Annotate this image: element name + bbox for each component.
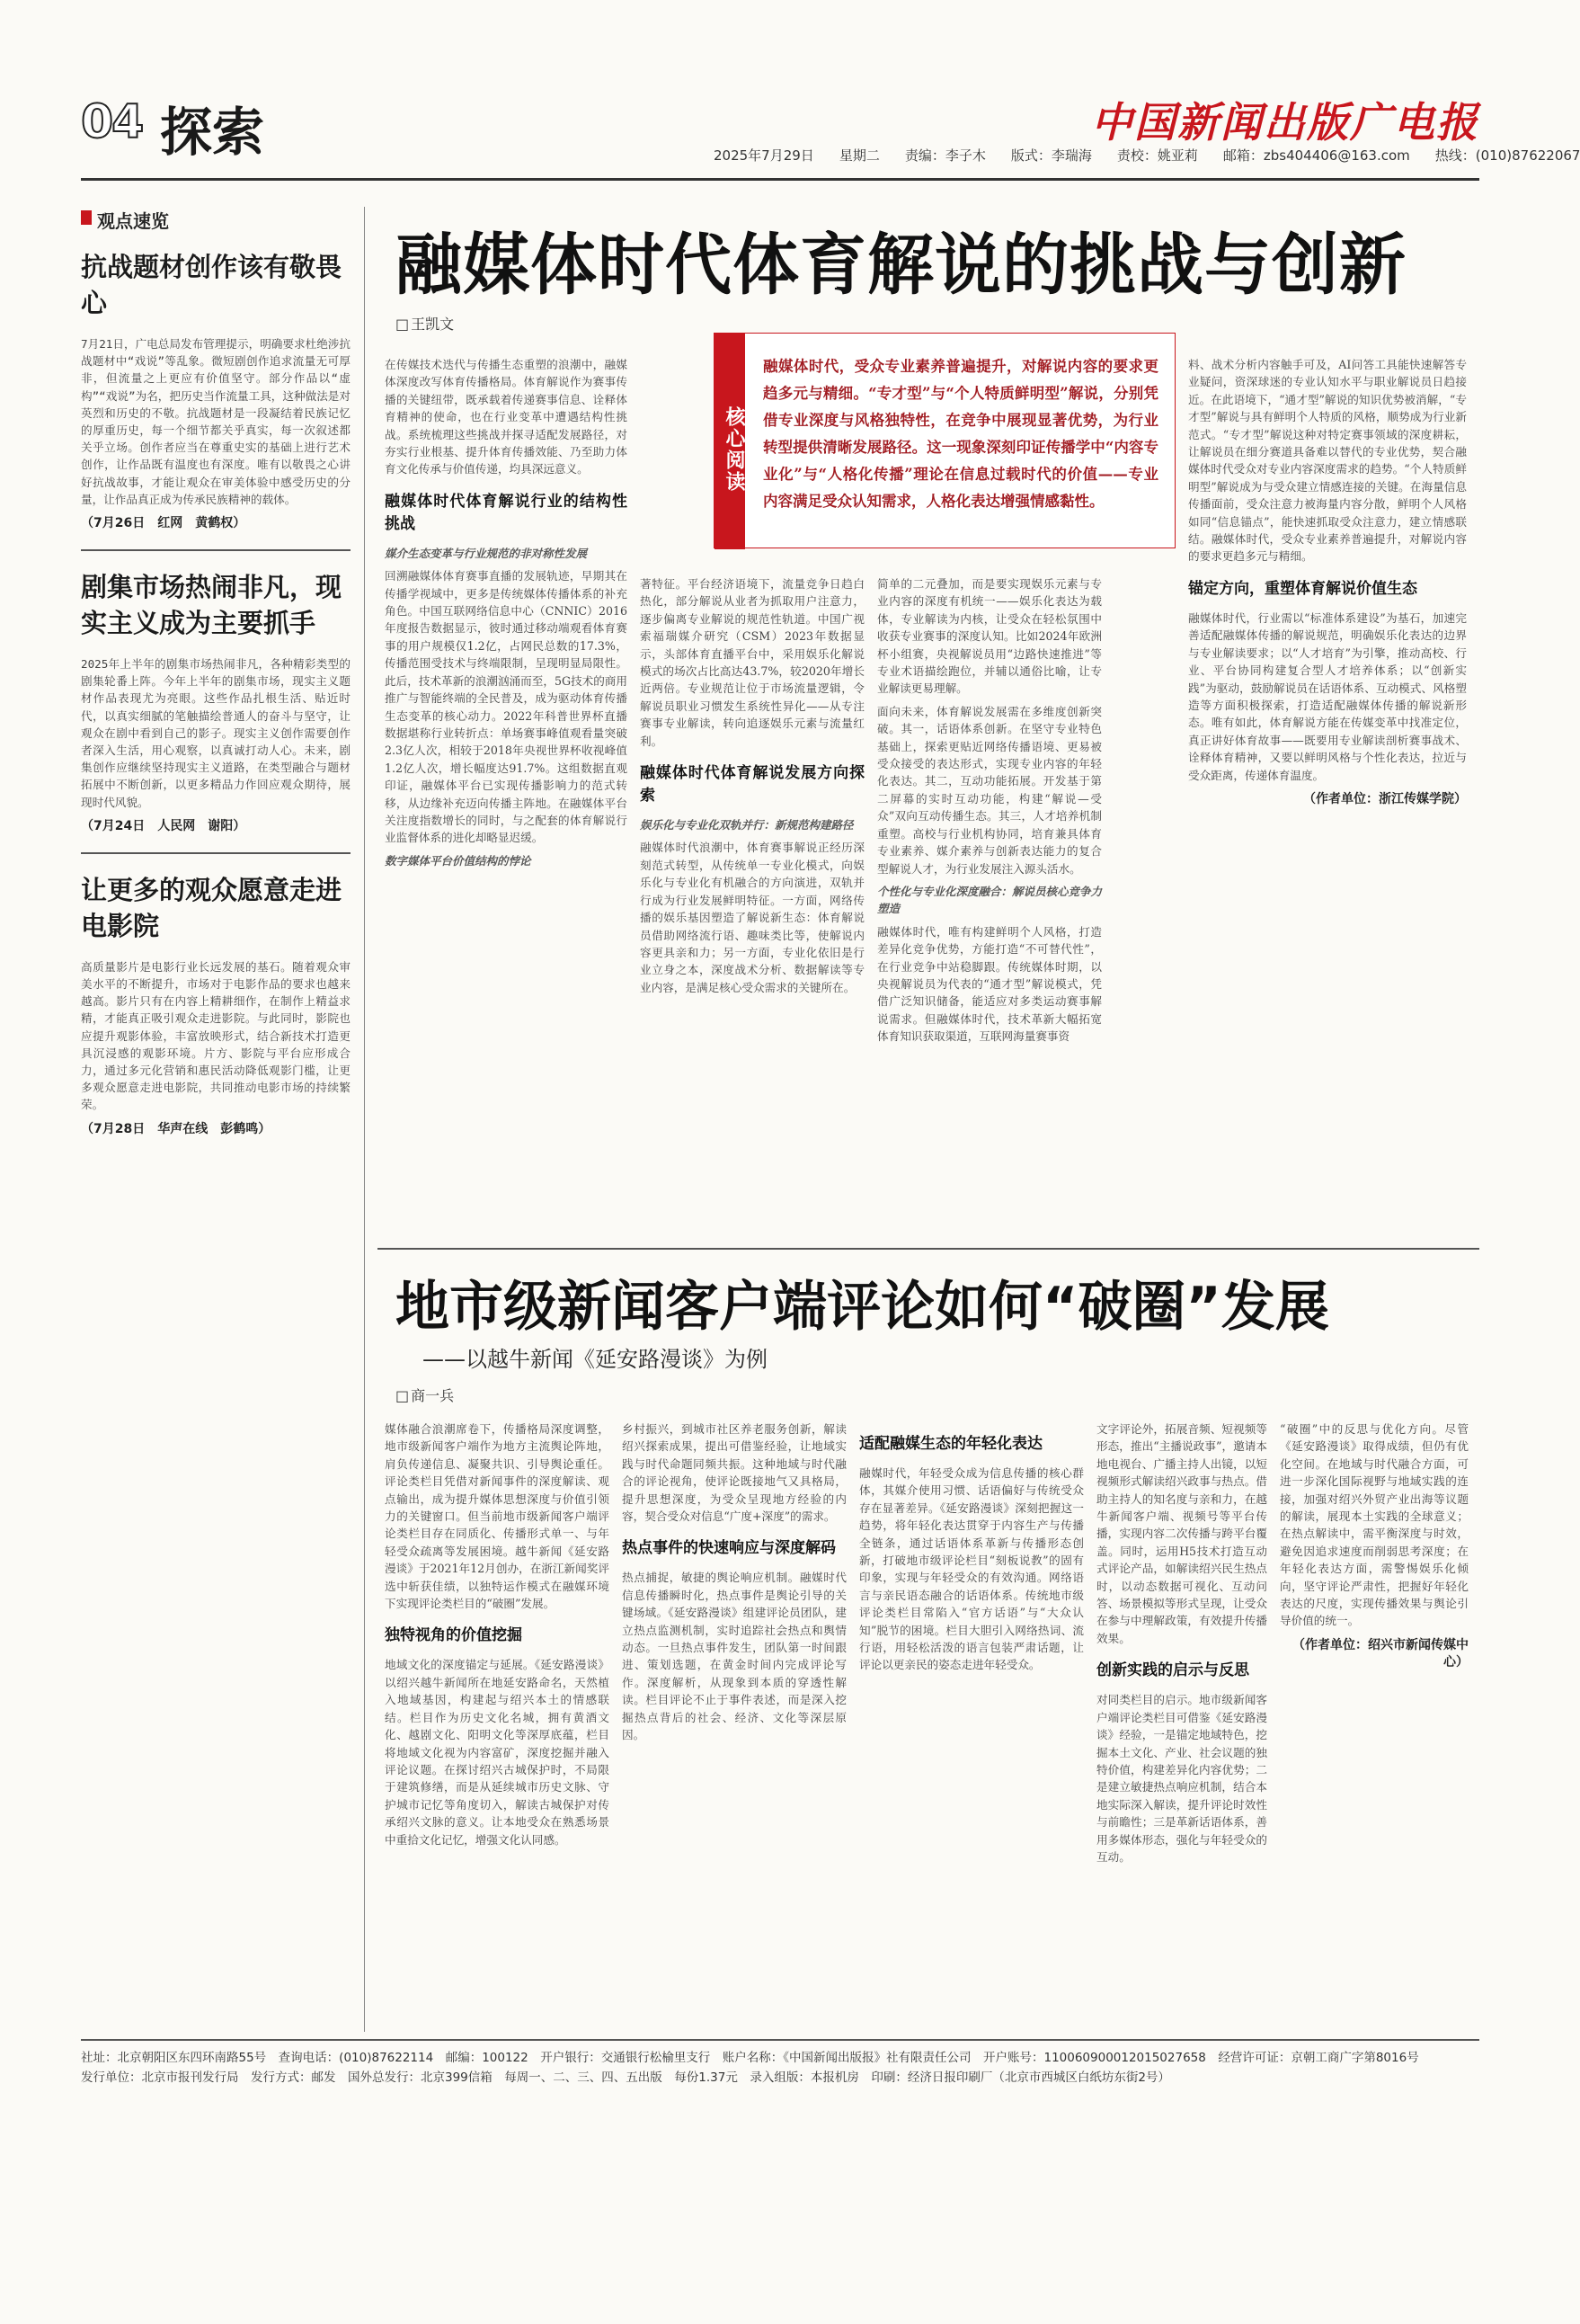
core-reading-tag: 核心阅读 [715, 334, 745, 549]
paragraph: 对同类栏目的启示。地市级新闻客户端评论类栏目可借鉴《延安路漫谈》经验，一是锚定地域特色，挖掘本土文化、产业、社会议题的独特价值，构建差异化内容优势；二是建立敏捷热点响应机制，结合本地实际深入解读，提升评论时效性与前瞻性；三是革新话语体系，善用多媒体形态，强化与年轻受众的互动。 [1096, 1693, 1267, 1864]
article2-headline: 地市级新闻客户端评论如何“破圈”发展 [395, 1276, 1329, 1339]
subheading: 创新实践的启示与反思 [1096, 1661, 1249, 1680]
article-divider [377, 1248, 1479, 1250]
sidebar-item-title: 剧集市场热闹非凡，现实主义成为主要抓手 [81, 572, 342, 639]
paragraph: 热点捕捉，敏捷的舆论响应机制。融媒时代信息传播瞬时化，热点事件是舆论引导的关键场域。《延安路漫谈》组建评论员团队，建立热点监测机制，实时追踪社会热点和舆情动态。一旦热点事件发生，团队第一时间跟进、策划选题，在黄金时间内完成评论写作。深度解析，从现象到本质的穿透性解读。栏目评论不止于事件表述，而是深入挖掘热点背后的社会、经济、文化等深层原因。 [622, 1571, 847, 1742]
paper-name-logo: 中国新闻出版广电报 [1091, 98, 1479, 147]
section-deck: 个性化与专业化深度融合：解说员核心竞争力塑造 [877, 884, 1103, 916]
subheading: 适配融媒生态的年轻化表达 [859, 1435, 1043, 1453]
paragraph: 融媒时代，年轻受众成为信息传播的核心群体，其媒介使用习惯、话语偏好与传统受众存在显著差异。《延安路漫谈》深刻把握这一趋势，将年轻化表达贯穿于内容生产与传播全链条，通过话语体系革新与传播形态创新，打破地市级评论栏目“刻板说教”的固有印象，实现与年轻受众的有效沟通。网络语言与亲民语态融合的话语体系。传统地市级评论类栏目常陷入“官方话语”与“大众认知”脱节的困境。栏目大胆引入网络热词、流行语，用轻松活泼的语言包装严肃话题，让评论以更亲民的姿态走进年轻受众。 [859, 1466, 1084, 1672]
sidebar-item-source: （7月28日 华声在线 彭鹤鸣） [81, 1121, 271, 1136]
info-bar [701, 146, 1580, 165]
paragraph: 地域文化的深度锚定与延展。《延安路漫谈》以绍兴越牛新闻所在地延安路命名，天然植入地域基因，构建起与绍兴本土的情感联结。栏目作为历史文化名城，拥有黄酒文化、越剧文化、阳明文化等深厚底蕴，栏目将地域文化视为内容富矿，深度挖掘并融入评论议题。在探讨绍兴古城保护时，不局限于建筑修缮，而是从延续城市历史文脉、守护城市记忆等角度切入，解读古城保护对传承绍兴文脉的意义。让本地受众在熟悉场景中重拾文化记忆，增强文化认同感。 [385, 1658, 609, 1847]
article2-column-3 [859, 1420, 1084, 1679]
imprint-line: 社址：北京朝阳区东四环南路55号 查询电话：(010)87622114 邮编：100122 开户银行：交通银行松榆里支行 账户名称：《中国新闻出版报》社有限责任公司 开户账号：110060900012015027658 经营许可证：京朝工商广字第8016号 [81, 2051, 1419, 2065]
author-affiliation: （作者单位：浙江传媒学院） [1303, 791, 1467, 806]
subheading: 独特视角的价值挖掘 [385, 1626, 522, 1645]
email-contact: 邮箱：zbs404406@163.com [1222, 147, 1410, 164]
paragraph: “破圈”中的反思与优化方向。尽管《延安路漫谈》取得成绩，但仍有优化空间。在地域与时代融合方面，可进一步深化国际视野与地域实践的连接，加强对绍兴外贸产业出海等议题的解读，展现本土实践的全球意义；在热点解读中，需平衡深度与时效，避免因追求速度而削弱思考深度；在年轻化表达方面，需警惕娱乐化倾向，坚守评论严肃性，把握好年轻化表达的尺度，实现传播效果与舆论引导价值的统一。 [1280, 1422, 1469, 1628]
article1-byline: □ 王凯文 [395, 313, 454, 334]
article1-headline: 融媒体时代体育解说的挑战与创新 [395, 227, 1407, 304]
section-name: 探索 [160, 102, 265, 163]
paragraph: 文字评论外，拓展音频、短视频等形态，推出“主播说政事”，邀请本地电视台、广播主持人出镜，以短视频形式解读绍兴政事与热点。借助主持人的知名度与亲和力，在越牛新闻客户端、视频号等平台传播，实现内容二次传播与跨平台覆盖。同时，运用H5技术打造互动式评论产品，如解读绍兴民生热点时，以动态数据可视化、互动问答、场景模拟等形式呈现，让受众在参与中理解政策，有效提升传播效果。 [1096, 1422, 1267, 1645]
article2-column-4 [1096, 1420, 1267, 1871]
paragraph: 料、战术分析内容触手可及，AI问答工具能快速解答专业疑问，资深球迷的专业认知水平与职业解说员日趋接近。在此语境下，“通才型”解说的知识优势被消解，“专才型”解说与具有鲜明个人特质的风格，顺势成为行业新范式。“专才型”解说这种对特定赛事领域的深度耕耘，让解说员在细分赛道具备难以替代的专业优势，契合融媒体时代受众对专业内容深度需求的趋势。“个人特质鲜明型”解说成为与受众建立情感连接的关键。在海量信息传播面前，受众注意力被海量内容分散，鲜明个人风格如同“信息锚点”，能快速抓取受众注意力，建立情感联结。融媒体时代，受众专业素养普遍提升，对解说内容的要求更趋多元与精细。 [1188, 358, 1467, 564]
paragraph: 简单的二元叠加，而是要实现娱乐元素与专业内容的深度有机统一——娱乐化表达为载体，专业解读为内核，让受众在轻松氛围中收获专业赛事的深度认知。比如2024年欧洲杯小组赛，央视解说员用“边路快速推进”等专业术语描绘跑位，并辅以通俗比喻，让专业解读更易理解。 [877, 577, 1102, 696]
imprint-footer [81, 2039, 1479, 2095]
layout-credit: 版式：李瑞海 [1010, 147, 1092, 164]
proof-credit: 责校：姚亚莉 [1116, 147, 1198, 164]
issue-weekday: 星期二 [839, 147, 880, 164]
masthead-rule [81, 178, 1479, 181]
issue-date: 2025年7月29日 [714, 147, 814, 164]
page-number: 04 [81, 95, 143, 149]
paragraph: 乡村振兴，到城市社区养老服务创新，解读绍兴探索成果，提出可借鉴经验，让地域实践与时代命题同频共振。这种地域与时代融合的评论视角，使评论既接地气又具格局，提升思想深度，为受众呈现地方经验的内容，契合受众对信息“广度+深度”的需求。 [622, 1422, 847, 1524]
sidebar-item-source: （7月26日 红网 黄鹤权） [81, 516, 246, 531]
hotline-contact: 热线：(010)87622067 [1434, 147, 1580, 164]
article2-column-2 [622, 1420, 847, 1750]
paragraph: 融媒体时代浪潮中，体育赛事解说正经历深刻范式转型，从传统单一专业化模式，向娱乐化与专业化有机融合的方向演进，双轨并行成为行业发展鲜明特征。一方面，网络传播的娱乐基因塑造了解说新生态：体育解说员借助网络流行语、趣味类比等，使解说内容更具亲和力；另一方面，专业化依旧是行业立身之本，深度战术分析、数据解读等专业内容，是满足核心受众需求的关键所在。 [640, 841, 865, 994]
section-deck: 数字媒体平台价值结构的悖论 [385, 853, 531, 868]
divider [81, 549, 351, 551]
article2-column-5 [1280, 1420, 1469, 1672]
subheading: 热点事件的快速响应与深度解码 [622, 1539, 836, 1558]
subheading: 融媒体时代体育解说发展方向探索 [640, 764, 865, 806]
sidebar-item-title: 抗战题材创作该有敬畏心 [81, 252, 342, 318]
section-deck: 娱乐化与专业化双轨并行：新规范构建路径 [640, 818, 854, 833]
article1-column-4 [1188, 356, 1467, 808]
sidebar-opinion-digest [81, 207, 351, 1137]
section-deck: 媒介生态变革与行业规范的非对称性发展 [385, 546, 588, 560]
paragraph: 融媒体时代，唯有构建鲜明个人风格，打造差异化竞争优势，方能打造“不可替代性”，在行业竞争中站稳脚跟。传统媒体时期，以央视解说员为代表的“通才型”解说模式，凭借广泛知识储备，能适应对多类运动赛事解说需求。但融媒体时代，技术革新大幅拓宽体育知识获取渠道，互联网海量赛事资 [877, 924, 1102, 1044]
sidebar-item-title: 让更多的观众愿意走进电影院 [81, 874, 342, 941]
article2-byline: □ 商一兵 [395, 1385, 454, 1405]
imprint-line: 发行单位：北京市报刊发行局 发行方式：邮发 国外总发行：北京399信箱 每周一、二、三、四、五出版 每份1.37元 录入组版：本报机房 印刷：经济日报印刷厂（北京市西城区白纸坊东街2号） [81, 2070, 1170, 2085]
masthead [81, 86, 1580, 176]
sidebar-item-body: 2025年上半年的剧集市场热闹非凡，各种精彩类型的剧集轮番上阵。今年上半年的剧集市场，现实主义题材作品表现尤为亮眼。这些作品扎根生活、贴近时代，以真实细腻的笔触描绘普通人的奋斗与坚守，让观众在剧中看到自己的影子。现实主义创作需要创作者深入生活，用心观察，以真诚打动人心。未来，剧集创作应继续坚持现实主义道路，在类型融合与题材拓展中不断创新，以更多精品力作回应观众期待，展现时代风貌。 [81, 657, 351, 809]
paragraph: 在传媒技术迭代与传播生态重塑的浪潮中，融媒体深度改写体育传播格局。体育解说作为赛事传播的关键纽带，既承载着传递赛事信息、诠释体育精神的使命，也在行业变革中遭遇结构性挑战。系统梳理这些挑战并探寻适配发展路径，对夯实行业根基、提升体育传播效能、乃至助力体育文化传承与价值传递，均具深远意义。 [385, 358, 627, 476]
article2-column-1 [385, 1420, 609, 1854]
divider [81, 852, 351, 854]
article1-column-2 [640, 575, 865, 1002]
paragraph: 媒体融合浪潮席卷下，传播格局深度调整，地市级新闻客户端作为地方主流舆论阵地，肩负传递信息、凝聚共识、引导舆论重任。评论类栏目凭借对新闻事件的深度解读、观点输出，成为提升媒体思想深度与价值引领力的关键窗口。但当前地市级新闻客户端评论类栏目存在同质化、传播形式单一、与年轻受众疏离等发展困境。越牛新闻《延安路漫谈》于2021年12月创办，在浙江新闻奖评选中斩获佳绩，以独特运作模式在融媒环境下实现评论类栏目的“破圈”发展。 [385, 1422, 609, 1611]
paragraph: 著特征。平台经济语境下，流量竞争日趋白热化，部分解说从业者为抓取用户注意力，逐步偏离专业解说的规范性轨道。中国广视索福瑞媒介研究（CSM）2023年数据显示，头部体育直播平台中，采用娱乐化解说模式的场次占比高达43.7%，较2020年增长近两倍。专业规范让位于市场流量逻辑，令解说员职业习惯发生系统性异化——从专注赛事专业解读，转向追逐娱乐元素与流量红利。 [640, 577, 865, 748]
sidebar-item-body: 7月21日，广电总局发布管理提示，明确要求杜绝涉抗战题材中“戏说”等乱象。微短剧创作追求流量无可厚非，但流量之上更应有价值坚守。部分作品以“虚构”“戏说”为名，把历史当作流量工具，这种做法是对英烈和历史的不敬。抗战题材是一段凝结着民族记忆的厚重历史，每一个细节都关乎真实，每一次叙述都关乎立场。创作者应当在尊重史实的基础上进行艺术创作，让作品既有温度也有深度。唯有以敬畏之心讲好抗战故事，才能让观众在审美体验中感受历史的分量，让作品真正成为传承民族精神的载体。 [81, 337, 351, 506]
editor-credit: 责编：李子木 [904, 147, 986, 164]
subheading: 融媒体时代体育解说行业的结构性挑战 [385, 492, 627, 533]
article1-column-1 [385, 356, 627, 875]
paragraph: 融媒体时代，行业需以“标准体系建设”为基石，加速完善适配融媒体传播的解说规范，明确娱乐化表达的边界与专业解读要求；以“人才培育”为引擎，推动高校、行业、平台协同构建复合型人才培养体系；以“创新实践”为驱动，鼓励解说员在话语体系、互动模式、风格塑造等方面积极探索，打造适配融媒体传播的解说新形态。唯有如此，体育解说方能在传媒变革中找准定位，真正讲好体育故事——既要用专业解读剖析赛事战术、诠释体育精神，又要以鲜明风格与个性化表达，拉近与受众距离，传递体育温度。 [1188, 610, 1467, 782]
article1-column-3 [877, 575, 1102, 1051]
article2-subtitle: ——以越牛新闻《延安路漫谈》为例 [422, 1347, 768, 1372]
sidebar-tag: 观点速览 [81, 207, 351, 233]
paragraph: 面向未来，体育解说发展需在多维度创新突破。其一，话语体系创新。在坚守专业特色基础上，探索更贴近网络传播语境、更易被受众接受的表达形式，实现专业内容的年轻化表达。其二，互动功能拓展。开发基于第二屏幕的实时互动功能，构建“解说—受众”双向互动传播生态。其三，人才培养机制重塑。高校与行业机构协同，培育兼具体育专业素养、媒介素养与创新表达能力的复合型解说人才，为行业发展注入源头活水。 [877, 704, 1102, 876]
subheading: 锚定方向，重塑体育解说价值生态 [1188, 579, 1417, 598]
paragraph: 回溯融媒体体育赛事直播的发展轨迹，早期其在传播学视域中，更多是传统媒体传播体系的补充角色。中国互联网络信息中心（CNNIC）2016年度报告数据显示，彼时通过移动端观看体育赛事的用户规模仅1.2亿，占网民总数的17.3%，传播范围受技术与终端限制，呈现明显局限性。此后，技术革新的浪潮汹涌而至，5G技术的商用推广与智能终端的全民普及，成为驱动体育传播生态变革的核心动力。2022年科普世界杯直播数据堪称行业转折点：单场赛事峰值观看量突破2.3亿人次，相较于2018年央视世界杯收视峰值1.2亿人次，增长幅度达91.7%。这组数据直观印证，融媒体平台已实现传播影响力的范式转移，从边缘补充迈向传播主阵地。在融媒体平台关注度指数增长的同时，与之配套的体育解说行业监督体系的进化却略显迟缓。 [385, 569, 627, 845]
core-reading-text: 融媒体时代，受众专业素养普遍提升，对解说内容的要求更趋多元与精细。“专才型”与“个人特质鲜明型”解说，分别凭借专业深度与风格独特性，在竞争中展现显著优势，为行业转型提供清晰发展路径。这一现象深刻印证传播学中“内容专业化”与“人格化传播”理论在信息过载时代的价值——专业内容满足受众认知需求，人格化表达增强情感黏性。 [763, 358, 1158, 510]
sidebar-item-body: 高质量影片是电影行业长远发展的基石。随着观众审美水平的不断提升，市场对于电影作品的要求也越来越高。影片只有在内容上精耕细作，在制作上精益求精，才能真正吸引观众走进影院。与此同时，影院也应提升观影体验，丰富放映形式，结合新技术打造更具沉浸感的观影环境。片方、影院与平台应形成合力，通过多元化营销和惠民活动降低观影门槛，让更多观众愿意走进电影院，共同推动电影市场的持续繁荣。 [81, 959, 351, 1112]
column-divider [364, 207, 365, 2032]
core-reading-box [714, 333, 1176, 548]
sidebar-item-source: （7月24日 人民网 谢阳） [81, 818, 246, 833]
author-affiliation: （作者单位：绍兴市新闻传媒中心） [1292, 1637, 1469, 1670]
